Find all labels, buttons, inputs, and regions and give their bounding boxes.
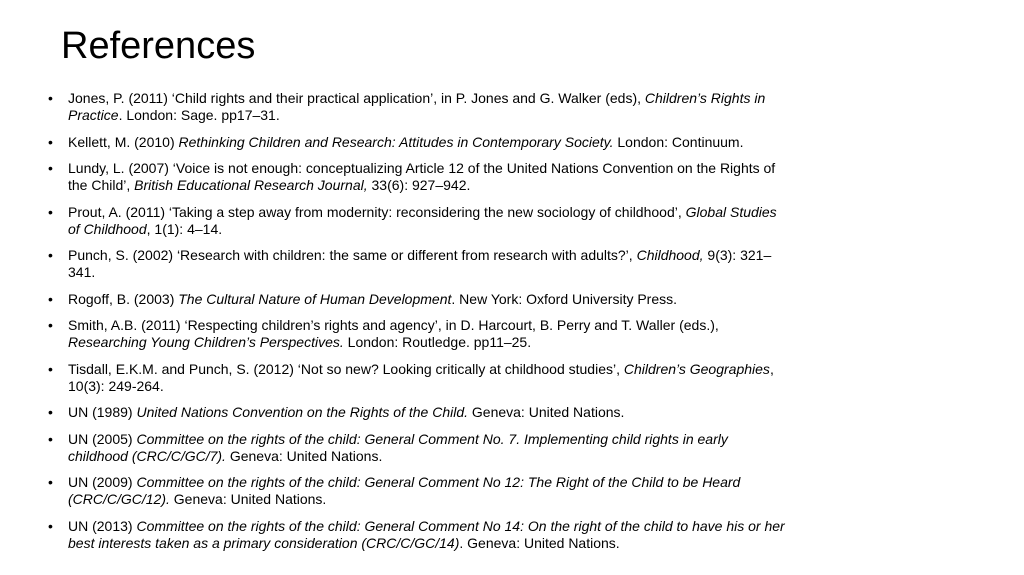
reference-text: Prout, A. (2011) ‘Taking a step away from modernity: reconsidering the new sociology of childhood’, [68,203,686,220]
reference-text: . London: Sage. pp17–31. [118,107,280,123]
reference-title-text: United Nations Convention on the Rights of the Child. [136,404,468,420]
reference-text: , 10(3): 249-264. [68,360,774,394]
reference-title-text: Researching Young Children’s Perspectives. [68,334,344,350]
bullet-icon: • [48,360,53,377]
reference-item [48,431,788,465]
bullet-icon: • [48,404,53,420]
bullet-icon: • [48,90,53,106]
bullet-icon: • [48,160,53,176]
reference-item [48,291,788,308]
reference-item [48,317,788,351]
reference-text: UN (2005) [68,430,137,447]
bullet-icon: • [48,247,53,263]
bullet-icon: • [48,203,53,220]
reference-item [48,160,788,194]
reference-title-text: Committee on the rights of the child: General Comment No 14: On the right of the child to have his or her best interests taken as a primary consideration (CRC/C/GC/14) [68,517,785,551]
reference-text: UN (2009) [68,474,137,490]
reference-text: , 1(1): 4–14. [146,220,223,237]
reference-text: 9(3): 321–341. [68,247,772,280]
reference-item [48,361,788,395]
reference-item [48,90,788,124]
reference-list [48,90,788,561]
reference-title-text: Committee on the rights of the child: General Comment No 12: The Right of the Child to be Heard (CRC/C/GC/12). [68,474,741,507]
reference-text: Geneva: United Nations. [468,404,625,420]
reference-title-text: Global Studies of Childhood [68,203,777,237]
reference-title-text: Childhood, [636,247,704,263]
bullet-icon: • [48,430,53,447]
reference-text: Smith, A.B. (2011) ‘Respecting children’s rights and agency’, in D. Harcourt, B. Perry and T. Waller (eds.), [68,317,719,333]
reference-text: London: Continuum. [613,133,744,150]
bullet-icon: • [48,317,53,333]
reference-item [48,518,788,552]
reference-title-text: British Educational Research Journal, [134,177,368,193]
reference-text: UN (2013) [68,517,137,534]
reference-text: Kellett, M. (2010) [68,133,179,150]
reference-text: London: Routledge. pp11–25. [343,334,532,350]
reference-text: . New York: Oxford University Press. [451,290,678,307]
reference-item [48,404,788,421]
reference-text: Geneva: United Nations. [169,491,327,507]
bullet-icon: • [48,474,53,490]
bullet-icon: • [48,290,53,307]
reference-text: Tisdall, E.K.M. and Punch, S. (2012) ‘Not so new? Looking critically at childhood studies’, [68,360,624,377]
reference-text: 33(6): 927–942. [367,177,471,193]
reference-text: Rogoff, B. (2003) [68,290,179,307]
page-title: References [61,25,256,67]
reference-text: Lundy, L. (2007) ‘Voice is not enough: conceptualizing Article 12 of the United Nations Convention on the Rights of the Child’, [68,160,776,193]
reference-title-text: The Cultural Nature of Human Development [178,290,452,307]
bullet-icon: • [48,517,53,534]
reference-item [48,204,788,238]
reference-title-text: Committee on the rights of the child: General Comment No. 7. Implementing child rights in early childhood (CRC/C/GC/7). [68,430,728,464]
reference-text: Punch, S. (2002) ‘Research with children: the same or different from research with adults?’, [68,247,637,263]
reference-text: Jones, P. (2011) ‘Child rights and their practical application’, in P. Jones and G. Walker (eds), [68,90,645,106]
reference-title-text: Children’s Geographies [623,360,770,377]
reference-title-text: Rethinking Children and Research: Attitudes in Contemporary Society. [178,133,614,150]
reference-item [48,247,788,281]
reference-title-text: Children’s Rights in Practice [68,90,766,123]
reference-text: . Geneva: United Nations. [459,534,620,551]
bullet-icon: • [48,133,53,150]
reference-item [48,474,788,508]
reference-text: UN (1989) [68,404,137,420]
reference-item [48,134,788,151]
reference-text: Geneva: United Nations. [225,447,383,464]
